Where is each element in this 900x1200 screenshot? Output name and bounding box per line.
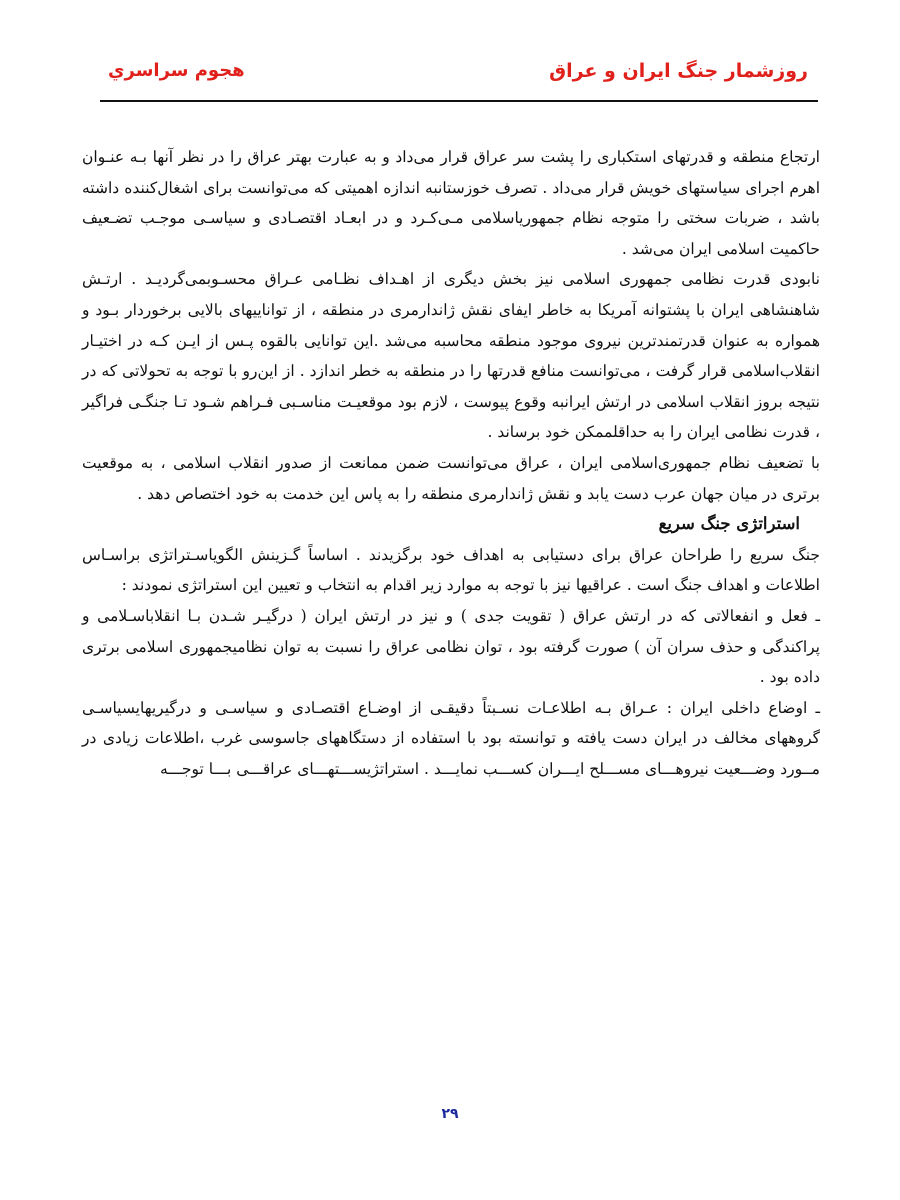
header-divider [100,100,818,102]
paragraph-3: با تضعیف نظام جمهوری‌اسلامی ایران ، عراق می‌توانست ضمن ممانعت از صدور انقلاب اسلامی ، به موقعیت برتری در میان جهان عرب دست یابد و نقش ژاندارمری منطقه را به پاس این خدمت به خود اختصاص دهد . [82,453,820,503]
page-header [80,52,820,100]
page-number: ۲۹ [441,1106,459,1122]
section-heading: استراتژی جنگ سریع [658,514,800,534]
paragraph-5: ـ فعل و انفعالاتی که در ارتش عراق ( تقویت جدی ) و نیز در ارتش ایران ( درگیـر شـدن بـا انقلاباسـلامی و پراکندگی و حذف سران آن ) صورت گرفته بود ، توان نظامی عراق را نسبت به توان نظامیجمهوری اسلامی برتری داده بود . [82,606,820,687]
page-body [82,142,820,784]
paragraph-4: جنگ سریع را طراحان عراق برای دستیابی به اهداف خود برگزیدند . اساساً گـزینش الگویاسـتراتژی براسـاس اطلاعات و اهداف جنگ است . عراقیها نیز با توجه به موارد زیر اقدام به انتخاب و تعیین این استراتژی نمودند : [82,545,820,595]
section-title: هجوم سراسري [108,60,245,81]
paragraph-1: ارتجاع منطقه و قدرتهای استکباری را پشت سر عراق قرار می‌داد و به عبارت بهتر عراق را در نظر آنها بـه عنـوان اهرم اجرای سیاستهای خویش قرار می‌داد . تصرف خوزستانبه اندازه اهمیتی که می‌توانست برای اشغال‌کننده داشته باشد ، ضربات سختی را متوجه نظام جمهوریاسلامی مـی‌کـرد و در ابعـاد اقتصـادی و سیاسـی موجـب تضـعیف حاکمیت اسلامی ایران می‌شد . [82,148,820,258]
paragraph-6: ـ اوضاع داخلی ایران : عـراق بـه اطلاعـات نسـبتاً دقیقـی از اوضـاع اقتصـادی و سیاسـی و درگیریهایسیاسـی گروههای مخالف در ایران دست یافته و توانسته بود با استفاده از دستگاههای جاسوسی غرب ،اطلاعات زیادی در مــورد وضـــعیت نیروهـــای مســـلح ایـــران کســـب نمایـــد . استراتژیســـتهـــای عراقـــی بـــا توجـــه [82,698,820,778]
book-title: روزشمار جنگ ايران و عراق [549,60,808,82]
paragraph-2: نابودی قدرت نظامی جمهوری اسلامی نیز بخش دیگری از اهـداف نظـامی عـراق محسـوبمی‌گردیـد . ارتـش شاهنشاهی ایران با پشتوانه آمریکا به خاطر ایفای نقش ژاندارمری در منطقه ، از تواناییهای بالایی برخوردار بـود و همواره به عنوان قدرتمندترین نیروی موجود منطقه محاسبه می‌شد .این توانایی بالقوه پـس از ایـن کـه در اختیـار انقلاب‌اسلامی قرار گرفت ، می‌توانست منافع قدرتها را در منطقه به خطر اندازد . از این‌رو با توجه به تحولاتی که در نتیجه بروز انقلاب اسلامی در ارتش ایرانبه وقوع پیوست ، لازم بود موقعیـت مناسـبی فـراهم شـود تـا جنگـی فراگیر ، قدرت نظامی ایران را به حداقلممکن خود برساند . [82,270,820,442]
